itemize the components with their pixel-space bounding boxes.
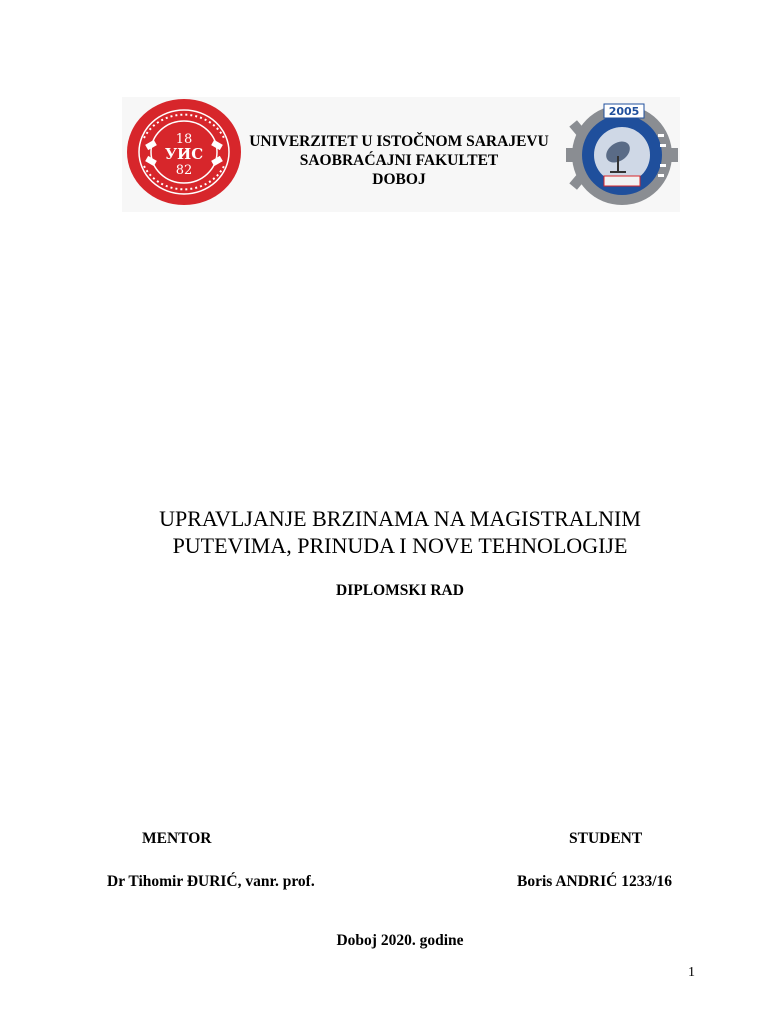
mentor-name: Dr Tihomir ĐURIĆ, vanr. prof. [107, 873, 315, 890]
emblem-year: 2005 [608, 105, 640, 118]
place-date: Doboj 2020. godine [336, 932, 464, 949]
seal-year-bottom: 82 [175, 163, 193, 178]
seal-year-top: 18 [175, 132, 193, 147]
thesis-title-line-1: UPRAVLJANJE BRZINAMA NA MAGISTRALNIM [159, 506, 641, 531]
city-name: DOBOJ [372, 171, 426, 188]
university-name: UNIVERZITET U ISTOČNOM SARAJEVU [249, 133, 549, 150]
university-heading [240, 132, 558, 189]
faculty-name: SAOBRAĆAJNI FAKULTET [299, 152, 499, 169]
thesis-title-line-2: PUTEVIMA, PRINUDA I NOVE TEHNOLOGIJE [172, 533, 628, 558]
mentor-label: MENTOR [142, 830, 212, 847]
student-name: Boris ANDRIĆ 1233/16 [517, 873, 673, 890]
thesis-type: DIPLOMSKI RAD [336, 582, 464, 599]
thesis-title [60, 505, 740, 559]
page-number: 1 [688, 965, 695, 980]
student-label: STUDENT [569, 830, 643, 847]
seal-letters: УИС [164, 145, 204, 163]
faculty-emblem-icon [562, 100, 680, 206]
university-seal-icon [126, 98, 242, 206]
